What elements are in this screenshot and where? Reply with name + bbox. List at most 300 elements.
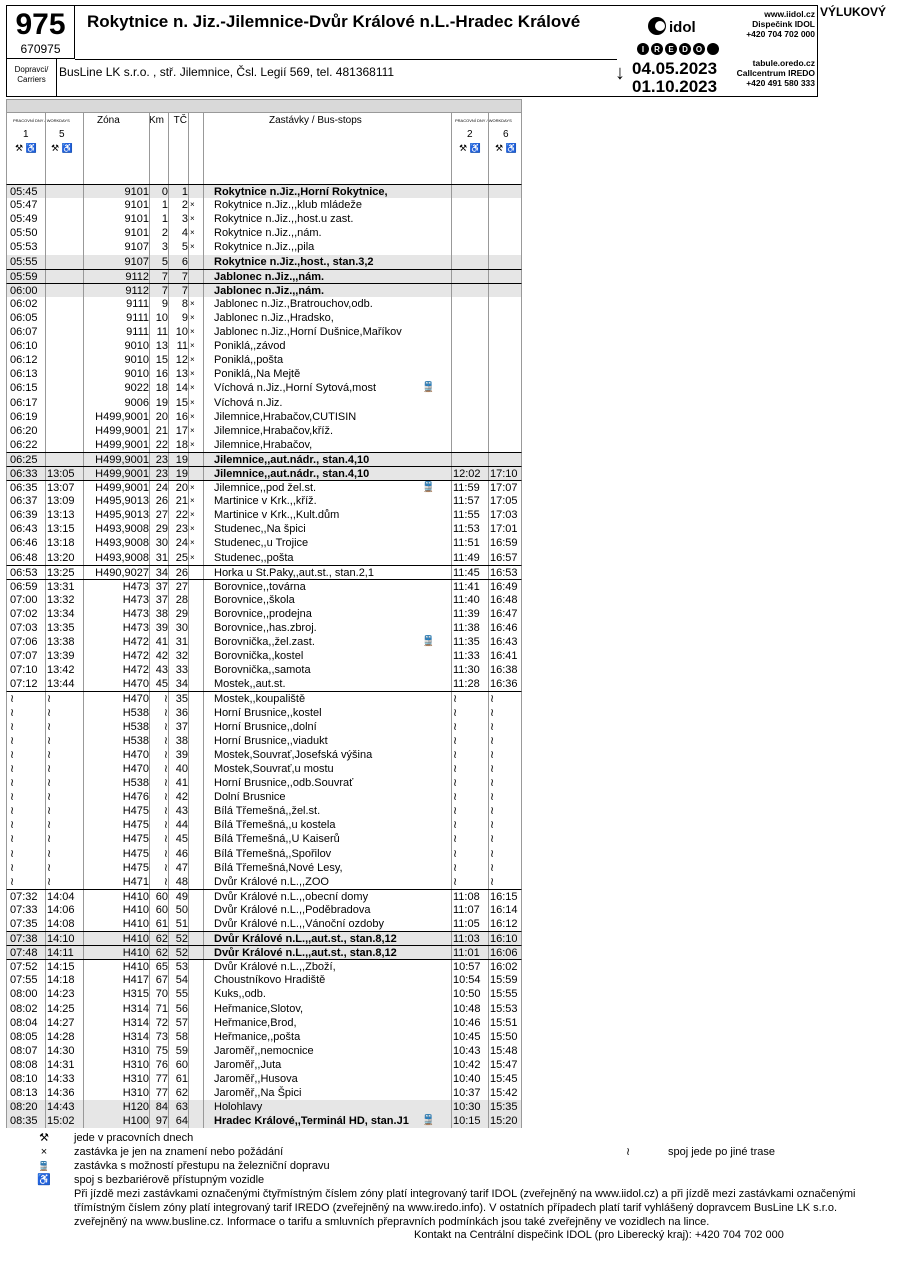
cell-tc: 7 — [181, 270, 188, 283]
cell-fl: × — [190, 552, 195, 562]
cell-k: 21 — [155, 424, 168, 437]
conn-2: 2 — [467, 129, 473, 140]
svg-text:E: E — [668, 45, 674, 54]
cell-t5: 14:08 — [47, 917, 75, 930]
oredo-web: tabule.oredo.cz — [752, 58, 815, 68]
cell-st: Borovnice,,škola — [214, 593, 295, 606]
cell-k: 75 — [155, 1044, 168, 1057]
cell-fl: × — [190, 496, 195, 506]
table-row — [6, 565, 522, 579]
cell-tc: 62 — [175, 1087, 188, 1100]
table-row — [6, 283, 522, 297]
cell-z: H493,9008 — [95, 537, 149, 550]
table-row — [6, 226, 522, 240]
cell-t2: 10:43 — [453, 1044, 481, 1057]
idol-phone: +420 704 702 000 — [746, 29, 815, 39]
cell-tc: 19 — [175, 467, 188, 480]
cell-z: H314 — [122, 1030, 149, 1043]
idol-contacts — [723, 9, 815, 39]
cell-tc: 42 — [175, 791, 188, 804]
cell-tc: 59 — [175, 1044, 188, 1057]
cell-t6: 15:48 — [490, 1044, 518, 1057]
cell-st: Dvůr Králové n.L.,,obecní domy — [214, 890, 369, 903]
cell-t1: ≀ — [10, 748, 15, 761]
cell-t5: 14:28 — [47, 1030, 75, 1043]
cell-t5: 13:34 — [47, 607, 75, 620]
cell-t5: 13:18 — [47, 537, 75, 550]
cell-t5: 14:33 — [47, 1073, 75, 1085]
table-row — [6, 945, 522, 959]
cell-t5: ≀ — [47, 805, 52, 818]
cell-z: H538 — [122, 706, 149, 719]
cell-z: H538 — [122, 734, 149, 747]
table-row — [6, 311, 522, 325]
cell-tc: 60 — [175, 1058, 188, 1071]
cell-st: Rokytnice n.Jiz.,,klub mládeže — [214, 199, 362, 212]
cell-z: H493,9008 — [95, 523, 149, 536]
cell-tc: 39 — [175, 748, 188, 761]
table-row — [6, 353, 522, 367]
cell-tc: 21 — [175, 495, 188, 508]
svg-text:I: I — [641, 45, 645, 54]
cell-t2: 10:50 — [453, 988, 481, 1001]
svg-text:R: R — [654, 45, 660, 54]
cell-t1: 08:20 — [10, 1101, 38, 1114]
cell-tc: 35 — [175, 693, 188, 706]
cell-k: 5 — [161, 255, 168, 268]
table-row — [6, 734, 522, 748]
cell-tc: 45 — [175, 833, 188, 846]
cell-t5: ≀ — [47, 706, 52, 719]
table-row — [6, 396, 522, 410]
cell-k: 23 — [155, 453, 168, 466]
table-row — [6, 593, 522, 607]
cell-t6: 16:49 — [490, 580, 518, 593]
cell-t2: 10:15 — [453, 1115, 481, 1128]
table-row — [6, 255, 522, 269]
cell-st: Jilemnice,Hrabačov,CUTISIN — [214, 410, 357, 423]
cell-st: Bílá Třemešná,Nové Lesy, — [214, 861, 343, 874]
cell-fl: × — [190, 369, 195, 379]
logo-idol-text: idol — [669, 19, 696, 36]
cell-fl: × — [190, 298, 195, 308]
cell-fl: × — [190, 383, 195, 393]
table-row — [6, 1044, 522, 1058]
table-row — [6, 339, 522, 353]
cell-t5: 13:31 — [47, 580, 75, 593]
cell-k: 37 — [155, 593, 168, 606]
cell-t2: 11:30 — [453, 664, 480, 677]
cell-z: H538 — [122, 720, 149, 733]
cell-z: H410 — [122, 947, 149, 960]
cell-tr: 🚆 — [422, 382, 435, 394]
cell-t6: 15:53 — [490, 1002, 518, 1015]
cell-tc: 61 — [175, 1073, 188, 1085]
cell-t2: 11:38 — [453, 622, 480, 634]
cell-t6: 16:12 — [490, 917, 518, 930]
cell-st: Rokytnice n.Jiz.,Horní Rokytnice, — [214, 186, 388, 199]
cell-k: 24 — [155, 482, 168, 495]
idol-dispatch: Dispečink IDOL — [752, 19, 815, 29]
cell-z: 9010 — [124, 354, 149, 367]
cell-t1: 05:49 — [10, 213, 38, 226]
table-row — [6, 466, 522, 480]
cell-t2: ≀ — [453, 748, 458, 761]
cell-tc: 4 — [181, 227, 188, 240]
cell-t5: ≀ — [47, 833, 52, 846]
cell-t2: 10:40 — [453, 1073, 481, 1085]
cell-t1: ≀ — [10, 833, 15, 846]
cell-t5: ≀ — [47, 748, 52, 761]
cell-k: 37 — [155, 580, 168, 593]
cell-k: 13 — [155, 340, 168, 353]
cell-t5: 14:15 — [47, 961, 75, 974]
cell-t2: 11:39 — [453, 607, 480, 620]
cell-st: Bílá Třemešná,,u kostela — [214, 819, 336, 832]
cell-st: Rokytnice n.Jiz.,host., stan.3,2 — [214, 255, 374, 268]
table-row — [6, 663, 522, 677]
table-row — [6, 917, 522, 931]
cell-k: 7 — [161, 270, 168, 283]
cell-t5: ≀ — [47, 720, 52, 733]
cell-tc: 15 — [175, 396, 188, 409]
cell-k: 3 — [161, 241, 168, 254]
timetable-header — [6, 5, 818, 97]
cell-t5: 13:38 — [47, 636, 75, 649]
cell-z: 9101 — [124, 199, 149, 212]
cell-t5: 13:05 — [47, 467, 75, 480]
valid-from: 04.05.2023 — [632, 59, 718, 78]
table-row — [6, 790, 522, 804]
cell-tc: 43 — [175, 805, 188, 818]
cell-k: ≀ — [163, 693, 168, 706]
cell-t5: 14:18 — [47, 974, 75, 987]
cell-tc: 18 — [175, 438, 188, 451]
cell-fl: × — [190, 242, 195, 252]
cell-t6: ≀ — [490, 875, 495, 888]
table-row — [6, 621, 522, 635]
cell-t6: 16:10 — [490, 933, 518, 946]
table-top-bar — [6, 99, 522, 113]
cell-t5: 13:07 — [47, 482, 75, 495]
cell-k: 23 — [155, 467, 168, 480]
cell-t1: 06:19 — [10, 410, 38, 423]
cell-st: Dvůr Králové n.L.,,ZOO — [214, 875, 329, 888]
table-row — [6, 325, 522, 339]
cell-z: H310 — [122, 1058, 149, 1071]
iredo-callcentrum: Callcentrum IREDO — [736, 68, 815, 78]
cell-t5: 13:09 — [47, 495, 75, 508]
cell-z: H495,9013 — [95, 509, 149, 522]
cell-t6: ≀ — [490, 777, 495, 790]
conn-5: 5 — [59, 129, 65, 140]
cell-t2: ≀ — [453, 819, 458, 832]
cell-t6: 16:53 — [490, 566, 518, 579]
cell-k: ≀ — [163, 861, 168, 874]
cell-t6: 16:41 — [490, 650, 518, 663]
cell-t1: 07:38 — [10, 933, 38, 946]
cell-tc: 26 — [175, 566, 188, 579]
cell-t1: 06:33 — [10, 467, 38, 480]
workdays-label-left: PRACOVNÍ DNY / WORKDAYS — [13, 118, 70, 123]
table-row — [6, 607, 522, 621]
cell-z: H470 — [122, 748, 149, 761]
cell-k: 60 — [155, 890, 168, 903]
cell-st: Jaroměř,,Husova — [214, 1073, 298, 1085]
cell-t2: 10:42 — [453, 1058, 481, 1071]
cell-t1: ≀ — [10, 791, 15, 804]
cell-tc: 10 — [175, 326, 188, 339]
table-row — [6, 959, 522, 973]
legend-contact: Kontakt na Centrální dispečink IDOL (pro Liberecký kraj): +420 704 702 000 — [414, 1229, 784, 1241]
cell-k: 97 — [155, 1115, 168, 1128]
cell-st: Jablonec n.Jiz.,,nám. — [214, 270, 325, 283]
cell-t5: ≀ — [47, 875, 52, 888]
cell-t2: 11:28 — [453, 678, 480, 691]
cell-t6: 16:48 — [490, 593, 518, 606]
cell-t2: ≀ — [453, 693, 458, 706]
cell-t1: 05:45 — [10, 186, 38, 199]
cell-z: 9112 — [125, 270, 149, 283]
col-tc: TČ — [173, 115, 187, 126]
cell-st: Kuks,,odb. — [214, 988, 266, 1001]
cell-t2: 11:03 — [453, 933, 480, 946]
cell-z: H314 — [122, 1016, 149, 1029]
cell-t5: 14:43 — [47, 1101, 75, 1114]
cell-z: 9101 — [124, 213, 149, 226]
cell-t5: 14:36 — [47, 1087, 75, 1100]
table-row — [6, 861, 522, 875]
cell-t6: 16:38 — [490, 664, 518, 677]
cell-z: H476 — [122, 791, 149, 804]
cell-t1: 07:33 — [10, 903, 38, 916]
cell-tc: 2 — [181, 199, 188, 212]
cell-t1: 08:00 — [10, 988, 38, 1001]
cell-t1: 06:10 — [10, 340, 38, 353]
cell-z: H314 — [122, 1002, 149, 1015]
cell-k: 22 — [155, 438, 168, 451]
cell-t6: ≀ — [490, 706, 495, 719]
cell-t6: 15:47 — [490, 1058, 518, 1071]
cell-k: 42 — [155, 650, 168, 663]
cell-z: 9112 — [125, 284, 149, 297]
cell-z: H490,9027 — [95, 566, 149, 579]
cell-t2: ≀ — [453, 777, 458, 790]
cell-k: 7 — [161, 284, 168, 297]
cell-tc: 40 — [175, 762, 188, 775]
cell-tc: 34 — [175, 678, 188, 691]
cell-t6: 17:07 — [490, 482, 518, 495]
table-row — [6, 649, 522, 663]
cell-t1: 08:05 — [10, 1030, 38, 1043]
cell-t2: 11:08 — [453, 890, 480, 903]
cell-t5: ≀ — [47, 847, 52, 860]
cell-z: H470 — [122, 693, 149, 706]
cell-t5: 14:25 — [47, 1002, 75, 1015]
cell-fl: × — [190, 312, 195, 322]
conn-5-symbols: ⚒ ♿ — [51, 143, 73, 153]
cell-tc: 52 — [175, 947, 188, 960]
cell-st: Poniklá,,pošta — [214, 354, 284, 367]
cell-tc: 53 — [175, 961, 188, 974]
svg-text:D: D — [682, 45, 688, 54]
table-row — [6, 973, 522, 987]
cell-t6: 15:59 — [490, 974, 518, 987]
table-row — [6, 1002, 522, 1016]
cell-t2: ≀ — [453, 791, 458, 804]
cell-k: ≀ — [163, 833, 168, 846]
cell-t5: 13:15 — [47, 523, 75, 536]
cell-z: H475 — [122, 847, 149, 860]
cell-t5: 14:06 — [47, 903, 75, 916]
train-icon: 🚆 — [38, 1161, 50, 1171]
cell-k: 2 — [161, 227, 168, 240]
cell-tc: 32 — [175, 650, 188, 663]
cell-tc: 17 — [175, 424, 188, 437]
timetable-rows — [6, 170, 522, 1128]
cell-fl: × — [190, 355, 195, 365]
table-row — [6, 212, 522, 226]
cell-t2: 11:01 — [453, 947, 480, 960]
cell-tc: 6 — [181, 255, 188, 268]
cell-t6: ≀ — [490, 748, 495, 761]
cell-z: H410 — [122, 917, 149, 930]
cell-t1: 06:48 — [10, 551, 38, 564]
cell-z: H499,9001 — [95, 410, 149, 423]
cell-t6: 16:06 — [490, 947, 518, 960]
cell-st: Heřmanice,Brod, — [214, 1016, 297, 1029]
cell-t2: ≀ — [453, 805, 458, 818]
cell-st: Borovnice,,továrna — [214, 580, 306, 593]
cell-t1: ≀ — [10, 706, 15, 719]
cell-tc: 48 — [175, 875, 188, 888]
cell-t2: 10:46 — [453, 1016, 481, 1029]
table-row — [6, 1016, 522, 1030]
cell-t1: ≀ — [10, 734, 15, 747]
cell-k: 73 — [155, 1030, 168, 1043]
cell-t1: 06:17 — [10, 396, 38, 409]
cell-z: H472 — [122, 664, 149, 677]
cell-tc: 13 — [175, 368, 188, 381]
cell-z: H315 — [122, 988, 149, 1001]
cell-t1: 08:35 — [10, 1115, 38, 1128]
cell-t1: 07:07 — [10, 650, 38, 663]
cell-t2: 11:07 — [453, 903, 480, 916]
cell-z: H310 — [122, 1044, 149, 1057]
table-row — [6, 1100, 522, 1114]
cell-k: 16 — [155, 368, 168, 381]
cell-tc: 19 — [175, 453, 188, 466]
table-row — [6, 198, 522, 212]
cell-k: 10 — [155, 311, 168, 324]
cell-t2: ≀ — [453, 861, 458, 874]
cell-t6: ≀ — [490, 833, 495, 846]
table-row — [6, 522, 522, 536]
cell-t6: 15:50 — [490, 1030, 518, 1043]
cell-tc: 11 — [176, 340, 188, 353]
cell-z: H473 — [122, 593, 149, 606]
cell-tc: 7 — [181, 284, 188, 297]
cell-t1: ≀ — [10, 861, 15, 874]
cell-t6: 17:10 — [490, 467, 518, 480]
cell-st: Bílá Třemešná,,žel.st. — [214, 805, 321, 818]
cell-z: 9006 — [124, 396, 149, 409]
col-zona: Zóna — [97, 115, 120, 126]
cell-tc: 55 — [175, 988, 188, 1001]
cell-z: H470 — [122, 762, 149, 775]
cell-t1: 07:32 — [10, 890, 38, 903]
cell-tc: 49 — [175, 890, 188, 903]
cell-t1: 06:05 — [10, 311, 38, 324]
cell-st: Víchová n.Jiz. — [214, 396, 283, 409]
carriers-label: Dopravci/ Carriers — [7, 59, 57, 97]
cell-z: 9022 — [124, 382, 149, 395]
cell-st: Choustníkovo Hradiště — [214, 974, 326, 987]
cell-st: Studenec,,u Trojice — [214, 537, 309, 550]
cell-t1: ≀ — [10, 847, 15, 860]
cell-st: Hradec Králové,,Terminál HD, stan.J1 — [214, 1115, 409, 1128]
col-km: Km — [149, 115, 164, 126]
cell-t5: 14:23 — [47, 988, 75, 1001]
cell-z: 9107 — [124, 241, 149, 254]
timetable — [6, 99, 522, 1128]
cell-k: ≀ — [163, 819, 168, 832]
cell-z: H473 — [122, 622, 149, 634]
table-row — [6, 1086, 522, 1100]
cell-t1: 08:10 — [10, 1073, 38, 1085]
cell-k: 9 — [161, 297, 168, 310]
header-divider — [75, 59, 617, 60]
cell-t6: 16:46 — [490, 622, 518, 634]
table-row — [6, 903, 522, 917]
cell-z: H499,9001 — [95, 453, 149, 466]
cell-t6: ≀ — [490, 847, 495, 860]
cell-t2: ≀ — [453, 734, 458, 747]
cell-k: ≀ — [163, 847, 168, 860]
cell-st: Mostek,,aut.st. — [214, 678, 286, 691]
cell-t6: 15:20 — [490, 1115, 518, 1128]
table-row — [6, 818, 522, 832]
cell-t6: ≀ — [490, 734, 495, 747]
col-stops: Zastávky / Bus-stops — [269, 115, 362, 126]
cell-z: 9111 — [126, 326, 149, 339]
cell-t1: 06:43 — [10, 523, 38, 536]
table-row — [6, 691, 522, 705]
cell-tc: 29 — [175, 607, 188, 620]
cell-t5: ≀ — [47, 777, 52, 790]
cell-k: 39 — [155, 622, 168, 634]
cell-t5: ≀ — [47, 861, 52, 874]
cell-k: 1 — [161, 199, 168, 212]
table-row — [6, 410, 522, 424]
cell-k: 76 — [155, 1058, 168, 1071]
cell-z: 9111 — [126, 297, 149, 310]
cell-t2: 10:45 — [453, 1030, 481, 1043]
cell-z: 9010 — [124, 340, 149, 353]
cell-st: Heřmanice,,pošta — [214, 1030, 301, 1043]
cell-fl: × — [190, 411, 195, 421]
cell-t1: 08:13 — [10, 1087, 38, 1100]
table-row — [6, 1072, 522, 1086]
cell-st: Martinice v Krk.,,Kult.dům — [214, 509, 340, 522]
cell-st: Dvůr Králové n.L.,,Zboží, — [214, 961, 336, 974]
cell-fl: × — [190, 483, 195, 493]
table-row — [6, 706, 522, 720]
table-row — [6, 677, 522, 691]
table-row — [6, 1030, 522, 1044]
cell-st: Horní Brusnice,,dolní — [214, 720, 317, 733]
conn-6-symbols: ⚒ ♿ — [495, 143, 517, 153]
